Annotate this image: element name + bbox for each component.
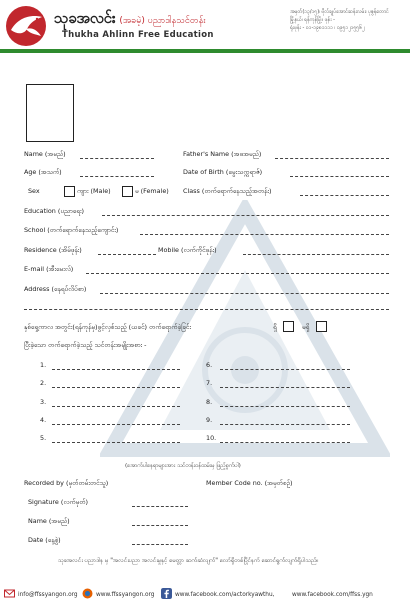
course-input[interactable] xyxy=(52,387,180,388)
footer-facebook-2[interactable]: www.facebook.com/ffss.ygn xyxy=(292,592,373,598)
class-input[interactable] xyxy=(300,195,389,196)
header-address xyxy=(290,8,402,32)
course-input[interactable] xyxy=(220,424,350,425)
email-input[interactable] xyxy=(86,273,389,274)
course-input[interactable] xyxy=(220,406,350,407)
course-number: 8. xyxy=(206,398,213,406)
recorded-by-label: Recorded by (မှတ်တမ်းတင်သူ) xyxy=(24,479,109,487)
male-checkbox[interactable] xyxy=(64,186,75,197)
address-input-line-2[interactable] xyxy=(24,309,389,310)
footer-website[interactable]: www.ffssyangon.org xyxy=(96,592,155,598)
residence-label: Residence (အိမ်ဖုန်း) xyxy=(24,246,82,254)
footer-facebook-1[interactable]: www.facebook.com/actorkyawthu, xyxy=(175,592,275,598)
age-input[interactable] xyxy=(80,176,154,177)
courses-intro: ပြီးခဲ့သော တက်ရောက်ခဲ့သည့် သင်တန်းအမျိုးအစား - xyxy=(24,341,147,349)
footer-email[interactable]: info@ffssyangon.org xyxy=(18,592,78,598)
residence-input[interactable] xyxy=(98,254,156,255)
brand-english-name: Thukha Ahlinn Free Education xyxy=(62,30,214,40)
name2-label: Name (အမည်) xyxy=(28,517,70,525)
email-label: E-mail (အီးမေးလ်) xyxy=(24,265,74,273)
address-label: Address (နေရပ်လိပ်စာ) xyxy=(24,285,87,293)
education-label: Education (ပညာရေး) xyxy=(24,207,85,215)
no-checkbox[interactable] xyxy=(316,321,327,332)
course-number: 4. xyxy=(40,416,47,424)
address-input[interactable] xyxy=(100,293,389,294)
yes-label: ရှိ xyxy=(273,323,277,331)
female-label: မ (Female) xyxy=(135,187,169,195)
sex-label: Sex xyxy=(28,187,40,195)
name2-input[interactable] xyxy=(132,525,188,526)
yes-checkbox[interactable] xyxy=(283,321,294,332)
name-input[interactable] xyxy=(80,158,154,159)
mail-icon xyxy=(4,588,15,599)
dove-logo-icon xyxy=(4,4,48,48)
date-input[interactable] xyxy=(132,544,188,545)
age-label: Age (အသက်) xyxy=(24,168,62,176)
brand-burmese-text: သုခအလင်း xyxy=(54,9,116,27)
course-input[interactable] xyxy=(220,369,350,370)
footer-bar xyxy=(0,586,410,608)
course-input[interactable] xyxy=(52,442,180,443)
father-name-input[interactable] xyxy=(275,158,389,159)
mobile-label: Mobile (လက်ကိုင်ဖုန်း) xyxy=(158,246,217,254)
photo-box[interactable] xyxy=(26,84,74,142)
course-input[interactable] xyxy=(52,369,180,370)
dob-label: Date of Birth (မွေးသက္ကရာဇ်) xyxy=(183,168,263,176)
header-divider xyxy=(0,49,410,53)
closing-statement: သုခအလင်း ပညာဒါန မှ "အလင်းပညာ အလင်းမှုနှင့် မေတ္တာ ဆက်ဆံလျက်" လော်ရှိတစ်ပြိုင်နက် ဆောင်ရွက်လျက်ရှိပါသည်။ xyxy=(58,558,319,564)
address-line: မြို့နယ်၊ ရန်ကုန်မြို့။ ဖုန်း - xyxy=(290,17,335,23)
attended-question: နှစ်ရှေ့ကာလ အတွင်း(ရန်ကုန်မှ)ဖွင့်လှစ်သည့် (ယခင်) တက်ရောက်ခဲ့ခြင်း xyxy=(24,323,191,331)
class-label: Class (တက်ရောက်နေသည့်အတန်း) xyxy=(183,187,272,195)
course-number: 3. xyxy=(40,398,47,406)
address-line: အမှတ်(၁၃/၁၅)၊ ဗိုလ်ချုပ်အောင်ဆန်းလမ်း၊ ပုဇွန်တောင် xyxy=(290,9,389,15)
course-input[interactable] xyxy=(52,424,180,425)
brand-subtitle: (အခမဲ့) ပညာဒါနသင်တန်း xyxy=(119,16,206,26)
course-input[interactable] xyxy=(220,387,350,388)
signature-input[interactable] xyxy=(132,506,188,507)
browser-icon xyxy=(82,588,93,599)
male-label: ကျား (Male) xyxy=(77,187,111,195)
dob-input[interactable] xyxy=(290,176,389,177)
course-number: 2. xyxy=(40,379,47,387)
course-number: 10. xyxy=(206,434,217,442)
date-label: Date (နေ့စွဲ) xyxy=(28,536,61,544)
father-name-label: Father's Name (အဖအမည်) xyxy=(183,150,262,158)
course-input[interactable] xyxy=(220,442,350,443)
office-use-note: (အောက်ပါ‌‌နေရာများအား သင်တန်းဝန်ထမ်းမှ ဖြည့်စွက်ပါ) xyxy=(125,463,241,469)
course-number: 9. xyxy=(206,416,213,424)
course-number: 7. xyxy=(206,379,213,387)
school-label: School (တက်ရောက်နေသည့်ကျောင်း) xyxy=(24,226,119,234)
facebook-icon xyxy=(161,588,172,599)
name-label: Name (အမည်) xyxy=(24,150,66,158)
signature-label: Signature (လက်မှတ်) xyxy=(28,498,88,506)
course-number: 5. xyxy=(40,434,47,442)
course-number: 1. xyxy=(40,361,47,369)
no-label: မရှိ xyxy=(302,323,310,331)
education-input[interactable] xyxy=(102,215,389,216)
address-line: ရုံးဖုန်း - ၀၁-၁၉၈၁၁၁၁ ၊ ၀၉၅၁၂၁၅၅၆၂ xyxy=(290,25,365,31)
mobile-input[interactable] xyxy=(243,254,389,255)
female-checkbox[interactable] xyxy=(122,186,133,197)
brand-title xyxy=(54,8,206,31)
school-input[interactable] xyxy=(140,234,389,235)
member-code-label: Member Code no. (အမှတ်စဉ်) xyxy=(206,479,293,487)
course-input[interactable] xyxy=(52,406,180,407)
course-number: 6. xyxy=(206,361,213,369)
